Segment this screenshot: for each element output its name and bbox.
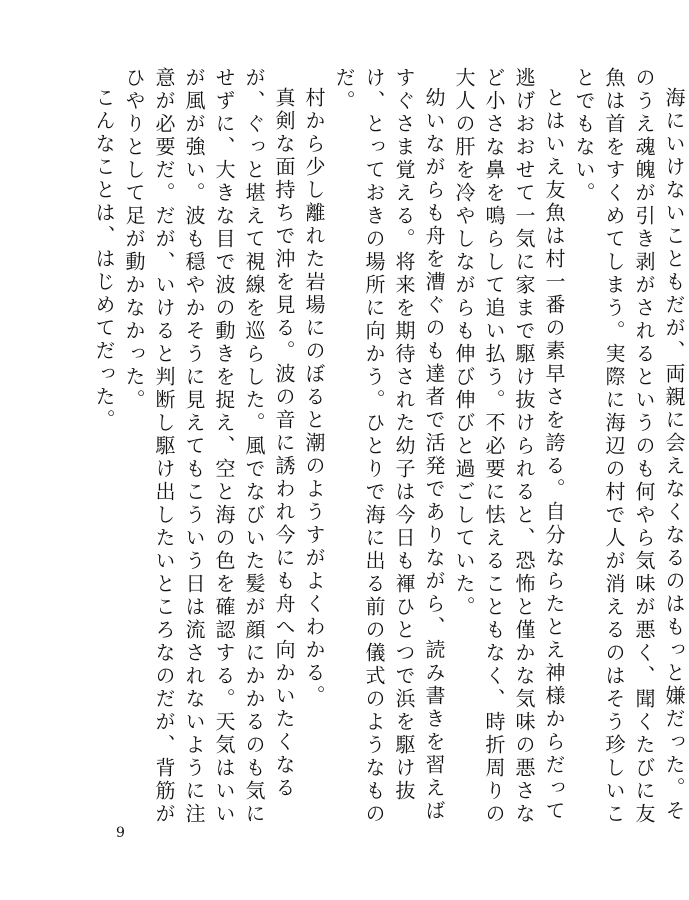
paragraph-3: 幼いながらも舟を漕ぐのも達者で活発でありながら、読み書きを習えばすぐさま覚える。将来を期待された幼子は今日も褌ひとつで浜を駆け抜け、とっておきの場所に向かう。ひとりで海に出る前の儀式のようなものだ。 bbox=[332, 67, 446, 826]
paragraph-4: 村から少し離れた岩場にのぼると潮のようすがよくわかる。 bbox=[302, 87, 326, 708]
paragraph-5: 真剣な面持ちで沖を見る。波の音に誘われ今にも舟へ向かいたくなるが、ぐっと堪えて視線を巡らした。風でなびいた髪が顔にかかるのも気にせずに、大きな目で波の動きを捉え、空と海の色を確認する。天気はいいが風が強い。波も穏やかそうに見えてもこういう日は流されないように注意が必要だ。だが、いけると判断し駆け出したいところなのだが、背筋がひやりとして足が動かなかった。 bbox=[122, 67, 296, 826]
paragraph-6: こんなことは、はじめてだった。 bbox=[92, 87, 116, 432]
page-body bbox=[89, 67, 686, 837]
page-number: 9 bbox=[116, 825, 125, 841]
paragraph-1: 海にいけないこともだが、両親に会えなくなるのはもっと嫌だった。そのうえ魂魄が引き剥がされるというのも何やら気味が悪く、聞くたびに友魚は首をすくめてしまう。実際に海辺の村で人が消えるのはそう珍しいことでもない。 bbox=[572, 67, 686, 826]
paragraph-2: とはいえ友魚は村一番の素早さを誇る。自分ならたとえ神様からだって逃げおおせて一気に家まで駆け抜けられると、恐怖と僅かな気味の悪さなど小さな鼻を鳴らして追い払う。不必要に怯えることもなく、時折周りの大人の肝を冷やしながらも伸び伸びと過ごしていた。 bbox=[452, 67, 566, 826]
body-text bbox=[89, 67, 689, 837]
